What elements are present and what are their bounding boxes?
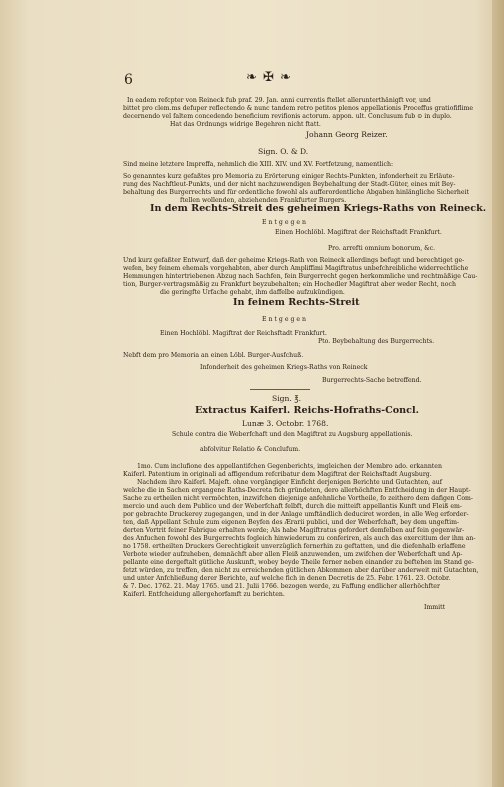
heading-line: Lunæ 3. Octobr. 1768. [242, 419, 329, 428]
text-line: derten Vortrit feiner Fabrique erhalten werde; Als habe Magiftratus gefordert demfelben auf fein gegenwär- [123, 527, 465, 534]
text-line: Pro. arrefti omnium bonorum, &c. [328, 245, 436, 252]
text-line: decernendo vel faltem concedendo beneficium revifionis actorum. appon. ult. Conclusum fub ⊙ in duplo. [123, 113, 452, 120]
page-binding-edge [492, 0, 504, 787]
text-line: tion, Burger-vertragsmäßig zu Frankfurt beyzubehalten; ein Hochedler Magiftrat aber weder Recht, noch [123, 281, 456, 288]
text-line: Nebft dem pro Memoria an einen Löbl. Burger-Ausfchuß. [123, 352, 304, 359]
text-line: Verbote wieder aufzuheben, demnächft aber allen Fleiß anzuwenden, um zwifchen der Weberfchaft und Ap- [123, 551, 463, 558]
text-line: Kaiferl. Patentium in originali ad affigendum refcribatur dem Magiftrat der Reichsftadt Augsburg. [123, 471, 432, 478]
text-line: mercio und auch dem Publico und der Weberfchaft felbft, durch die mitteift appellantis Kunft und Fleiß em- [123, 503, 462, 510]
header-ornament: ❧ ✠ ❧ [246, 70, 292, 85]
text-line: Infonderheit des geheimen Kriegs-Raths von Reineck [200, 364, 368, 371]
text-line: Nachdem ihro Kaiferl. Majeft. ohne vorgängiger Einficht derjenigen Berichte und Gutachten, auf [137, 479, 443, 486]
text-line: no 1758. ertheilten Druckers Gerechtigkeit unverzüglich fernerhin zu geftatten, und die diefenhalb erlaffene [123, 543, 466, 550]
text-line: bittet pro clem.ms defuper reflectendo & nunc tandem retro petitos plenos appellationis Proceffus gratiofiflime [123, 105, 474, 112]
text-line: Und kurz gefaßter Entwurf, daß der geheime Kriegs-Rath von Reineck allerdings befugt und berechtiget ge- [123, 257, 465, 264]
heading-line: In dem Rechts-Streit des geheimen Kriegs-Raths von Reineck. [150, 203, 487, 214]
text-line: des Anfuchen fowohl des Burgerrechts fogleich hinwiederum zu conferiren, als auch das exercitium der ihm an- [123, 535, 476, 542]
text-line: Einen Hochlöbl. Magiftrat der Reichsftadt Frankfurt. [275, 229, 442, 236]
text-line: fetzt würden, zu treffen, den nicht zu erreichenden gütlichen Abkommen aber darüber anderweit mit Gutachten, [123, 567, 479, 574]
text-line: ten, daß Appellant Schule zum eigenen Beyfen des Ærarii publici, und der Weberfchaft, bey dem ungeftim- [123, 519, 460, 526]
text-line: Hemmungen hintertriebenen Abzug nach Sachfen, fein Burgerrecht gegen herkommliche und rechtmäßige Cau- [123, 273, 478, 280]
text-line: pellante eine dergeftalt gütliche Auskunft, wobey beyde Theile ferner neben einander zu beftehen im Stand ge- [123, 559, 474, 566]
text-line: & 7. Dec. 1762. 21. May 1765. und 21. Julii 1766. bezogen werde, zu Faffung endlicher allerhöchfter [123, 583, 440, 590]
text-line: die geringfte Urfache gehabt, ihm daffelbe aufzukündigen. [160, 289, 345, 296]
text-line: Burgerrechts-Sache betreffend. [322, 377, 422, 384]
separator-rule [250, 389, 310, 390]
text-line: Immitt [424, 604, 446, 611]
heading-line: Sign. ℥. [272, 394, 302, 403]
text-line: Hat das Ordnungs widrige Begehren nicht ftatt. [170, 121, 321, 128]
text-line: ftellen wollenden, abziehenden Frankfurter Burgers. [180, 197, 347, 204]
text-line: Kaiferl. Entfcheidung allergehorfamft zu berichten. [123, 591, 285, 598]
text-line: wefen, bey feinem ehemals vorgehabten, aber durch Ampliffimi Magiftratus unbefchreibliche widerrechtliche [123, 265, 469, 272]
text-line: 1mo. Cum inclufione des appellantifchen Gegenberichts, imgleichen der Membro ado. erkannten [137, 463, 442, 470]
text-line: welche die in Sachen ergangene Raths-Decreta fich gründeten, dero allerhöchften Entfcheidung in der Haupt- [123, 487, 471, 494]
page-number: 6 [124, 72, 133, 88]
text-line: rung des Nachftleut-Punkts, und der nicht nachzuwendigen Beybehaltung der Stadt-Güter, eines mit Bey- [123, 181, 456, 188]
text-line: Schule contra die Weberfchaft und den Magiftrat zu Augsburg appellationis. [172, 431, 413, 438]
text-line: behaltung des Burgerrechts und für ordentliche fowohl als aufferordentliche Abgaben hinlängliche Sicherheit [123, 189, 470, 196]
text-line: Pto. Beybehaltung des Burgerrechts. [318, 338, 435, 345]
text-line: So genanntes kurz gefaßtes pro Memoria zu Erörterung einiger Rechts-Punkten, infonderheit zu Erläute- [123, 173, 455, 180]
heading-line: E n t g e g e n [262, 219, 306, 226]
text-line: abfolvitur Relatio & Conclufum. [200, 446, 301, 453]
text-line: Einen Hochlöbl. Magiftrat der Reichsftadt Frankfurt. [160, 330, 327, 337]
heading-line: Sign. O. & D. [258, 147, 309, 156]
text-line: Sind meine letztere Impreffa, nehmlich die XIII. XIV. und XV. Fortfetzung, namentlich: [123, 161, 394, 168]
heading-line: Johann Georg Reizer. [306, 130, 388, 139]
text-line: por gebrachte Druckerey zugegangen, und in der Anlage umftändlich deduciret worden, in alle Weg erforder- [123, 511, 469, 518]
heading-line: Extractus Kaiferl. Reichs-Hofraths-Concl. [195, 405, 419, 416]
text-line: In eadem refcpter von Reineck fub praf. 29. Jan. anni currentis ftellet allerunterthänigft vor, und [127, 97, 431, 104]
heading-line: In feinem Rechts-Streit [233, 297, 360, 308]
text-line: und unter Anfchließung derer Berichte, auf welche fich in denen Decretis de 25. Febr. 1761. 23. Octobr. [123, 575, 451, 582]
heading-line: E n t g e g e n [262, 316, 306, 323]
text-line: Sache zu ertheilen nicht vermöchten, inzwifchen diejenige anfehnliche Vortheile, fo zeithero dem dafigen Com- [123, 495, 474, 502]
